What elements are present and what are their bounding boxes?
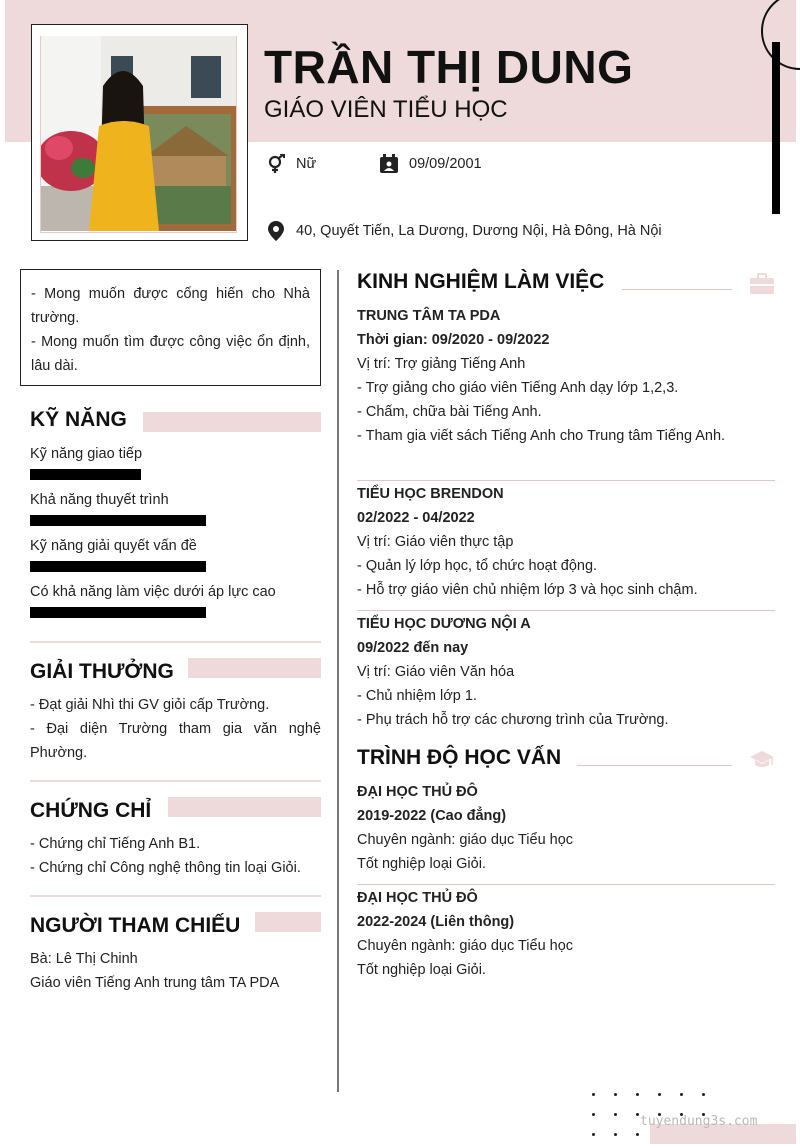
skill-label: Có khả năng làm việc dưới áp lực cao	[30, 584, 276, 600]
job-title: GIÁO VIÊN TIỂU HỌC	[264, 96, 508, 123]
school-detail: Chuyên ngành: giáo dục Tiểu học	[357, 938, 574, 954]
reference-item: Bà: Lê Thị Chinh	[30, 951, 138, 967]
awards-title: GIẢI THƯỞNG	[30, 660, 174, 683]
school-detail: Tốt nghiệp loại Giỏi.	[357, 856, 486, 872]
briefcase-icon	[749, 273, 775, 295]
birthday-info	[379, 154, 482, 174]
calendar-icon	[379, 154, 399, 174]
section-divider	[30, 641, 321, 643]
skill-level-bar	[30, 561, 206, 572]
job-period: 09/2022 đến nay	[357, 640, 469, 656]
section-divider	[30, 895, 321, 897]
references-title: NGƯỜI THAM CHIẾU	[30, 914, 241, 937]
decorative-dot	[614, 1133, 617, 1136]
school-period: 2019-2022 (Cao đẳng)	[357, 808, 507, 824]
experience-title-line	[622, 289, 732, 290]
decorative-dot	[636, 1093, 639, 1096]
skill-label: Kỹ năng giải quyết vấn đề	[30, 538, 197, 554]
certificates-title: CHỨNG CHỈ	[30, 799, 152, 822]
decorative-dot	[614, 1093, 617, 1096]
watermark: tuyendung3s.com	[640, 1114, 758, 1129]
awards-title-bar	[188, 658, 321, 678]
reference-item: Giáo viên Tiếng Anh trung tâm TA PDA	[30, 975, 280, 991]
school-name: ĐẠI HỌC THỦ ĐÔ	[357, 784, 478, 800]
skill-label: Kỹ năng giao tiếp	[30, 446, 143, 462]
skill-label: Khả năng thuyết trình	[30, 492, 169, 508]
decorative-dot	[702, 1093, 705, 1096]
job-period: Thời gian: 09/2020 - 09/2022	[357, 332, 550, 348]
skill-level-bar	[30, 515, 206, 526]
profile-photo	[41, 36, 236, 231]
address-value: 40, Quyết Tiến, La Dương, Dương Nội, Hà Đông, Hà Nội	[296, 223, 662, 239]
company-name: TRUNG TÂM TA PDA	[357, 308, 501, 324]
certificate-item: - Chứng chỉ Tiếng Anh B1.	[30, 836, 201, 852]
job-detail: - Hỗ trợ giáo viên chủ nhiệm lớp 3 và học sinh chậm.	[357, 582, 698, 598]
entry-divider	[357, 884, 775, 885]
birthday-value: 09/09/2001	[409, 156, 482, 172]
award-item: - Đại diện Trường tham gia văn nghệ Phường.	[30, 721, 321, 761]
gender-icon	[266, 154, 286, 174]
graduation-cap-icon	[749, 750, 775, 770]
location-pin-icon	[266, 220, 286, 242]
certificate-item: - Chứng chỉ Công nghệ thông tin loại Giỏi.	[30, 860, 301, 876]
job-detail: - Chấm, chữa bài Tiếng Anh.	[357, 404, 542, 420]
decorative-dot	[592, 1113, 595, 1116]
gender-value: Nữ	[296, 156, 317, 172]
certificates-title-bar	[168, 797, 321, 817]
job-detail: - Quản lý lớp học, tổ chức hoạt động.	[357, 558, 598, 574]
decorative-dot	[636, 1113, 639, 1116]
job-detail: - Tham gia viết sách Tiếng Anh cho Trung tâm Tiếng Anh.	[357, 428, 726, 444]
skill-level-bar	[30, 607, 206, 618]
job-detail: Vị trí: Giáo viên thực tập	[357, 534, 514, 550]
school-detail: Tốt nghiệp loại Giỏi.	[357, 962, 486, 978]
section-divider	[30, 780, 321, 782]
decorative-dot	[680, 1093, 683, 1096]
career-objective	[20, 269, 321, 386]
job-detail: - Phụ trách hỗ trợ các chương trình của Trường.	[357, 712, 669, 728]
decorative-dot	[636, 1133, 639, 1136]
decorative-dot	[614, 1113, 617, 1116]
entry-divider	[357, 610, 775, 611]
decorative-dot	[592, 1093, 595, 1096]
job-detail: Vị trí: Giáo viên Văn hóa	[357, 664, 515, 680]
decorative-vertical-bar	[772, 42, 780, 214]
company-name: TIỂU HỌC DƯƠNG NỘI A	[357, 616, 531, 632]
skill-level-bar	[30, 469, 141, 480]
job-detail: - Chủ nhiệm lớp 1.	[357, 688, 477, 704]
address-info	[266, 220, 662, 242]
skills-title-bar	[143, 412, 321, 432]
objective-line: - Mong muốn tìm được công việc ổn định, lâu dài.	[31, 334, 310, 374]
person-name: TRẦN THỊ DUNG	[264, 41, 634, 93]
decorative-dot	[592, 1133, 595, 1136]
school-period: 2022-2024 (Liên thông)	[357, 914, 515, 930]
job-period: 02/2022 - 04/2022	[357, 510, 475, 526]
school-detail: Chuyên ngành: giáo dục Tiểu học	[357, 832, 574, 848]
skills-title: KỸ NĂNG	[30, 408, 127, 431]
school-name: ĐẠI HỌC THỦ ĐÔ	[357, 890, 478, 906]
references-title-bar	[255, 912, 321, 932]
job-detail: - Trợ giảng cho giáo viên Tiếng Anh dạy lớp 1,2,3.	[357, 380, 679, 396]
entry-divider	[357, 480, 775, 481]
gender-info	[266, 154, 316, 174]
experience-title: KINH NGHIỆM LÀM VIỆC	[357, 270, 605, 293]
education-title: TRÌNH ĐỘ HỌC VẤN	[357, 746, 562, 769]
job-detail: Vị trí: Trợ giảng Tiếng Anh	[357, 356, 526, 372]
award-item: - Đạt giải Nhì thi GV giỏi cấp Trường.	[30, 697, 270, 713]
decorative-dot	[658, 1093, 661, 1096]
column-divider	[337, 270, 339, 1092]
objective-line: - Mong muốn được cống hiến cho Nhà trường.	[31, 286, 310, 326]
company-name: TIỂU HỌC BRENDON	[357, 486, 504, 502]
education-title-line	[577, 765, 732, 766]
